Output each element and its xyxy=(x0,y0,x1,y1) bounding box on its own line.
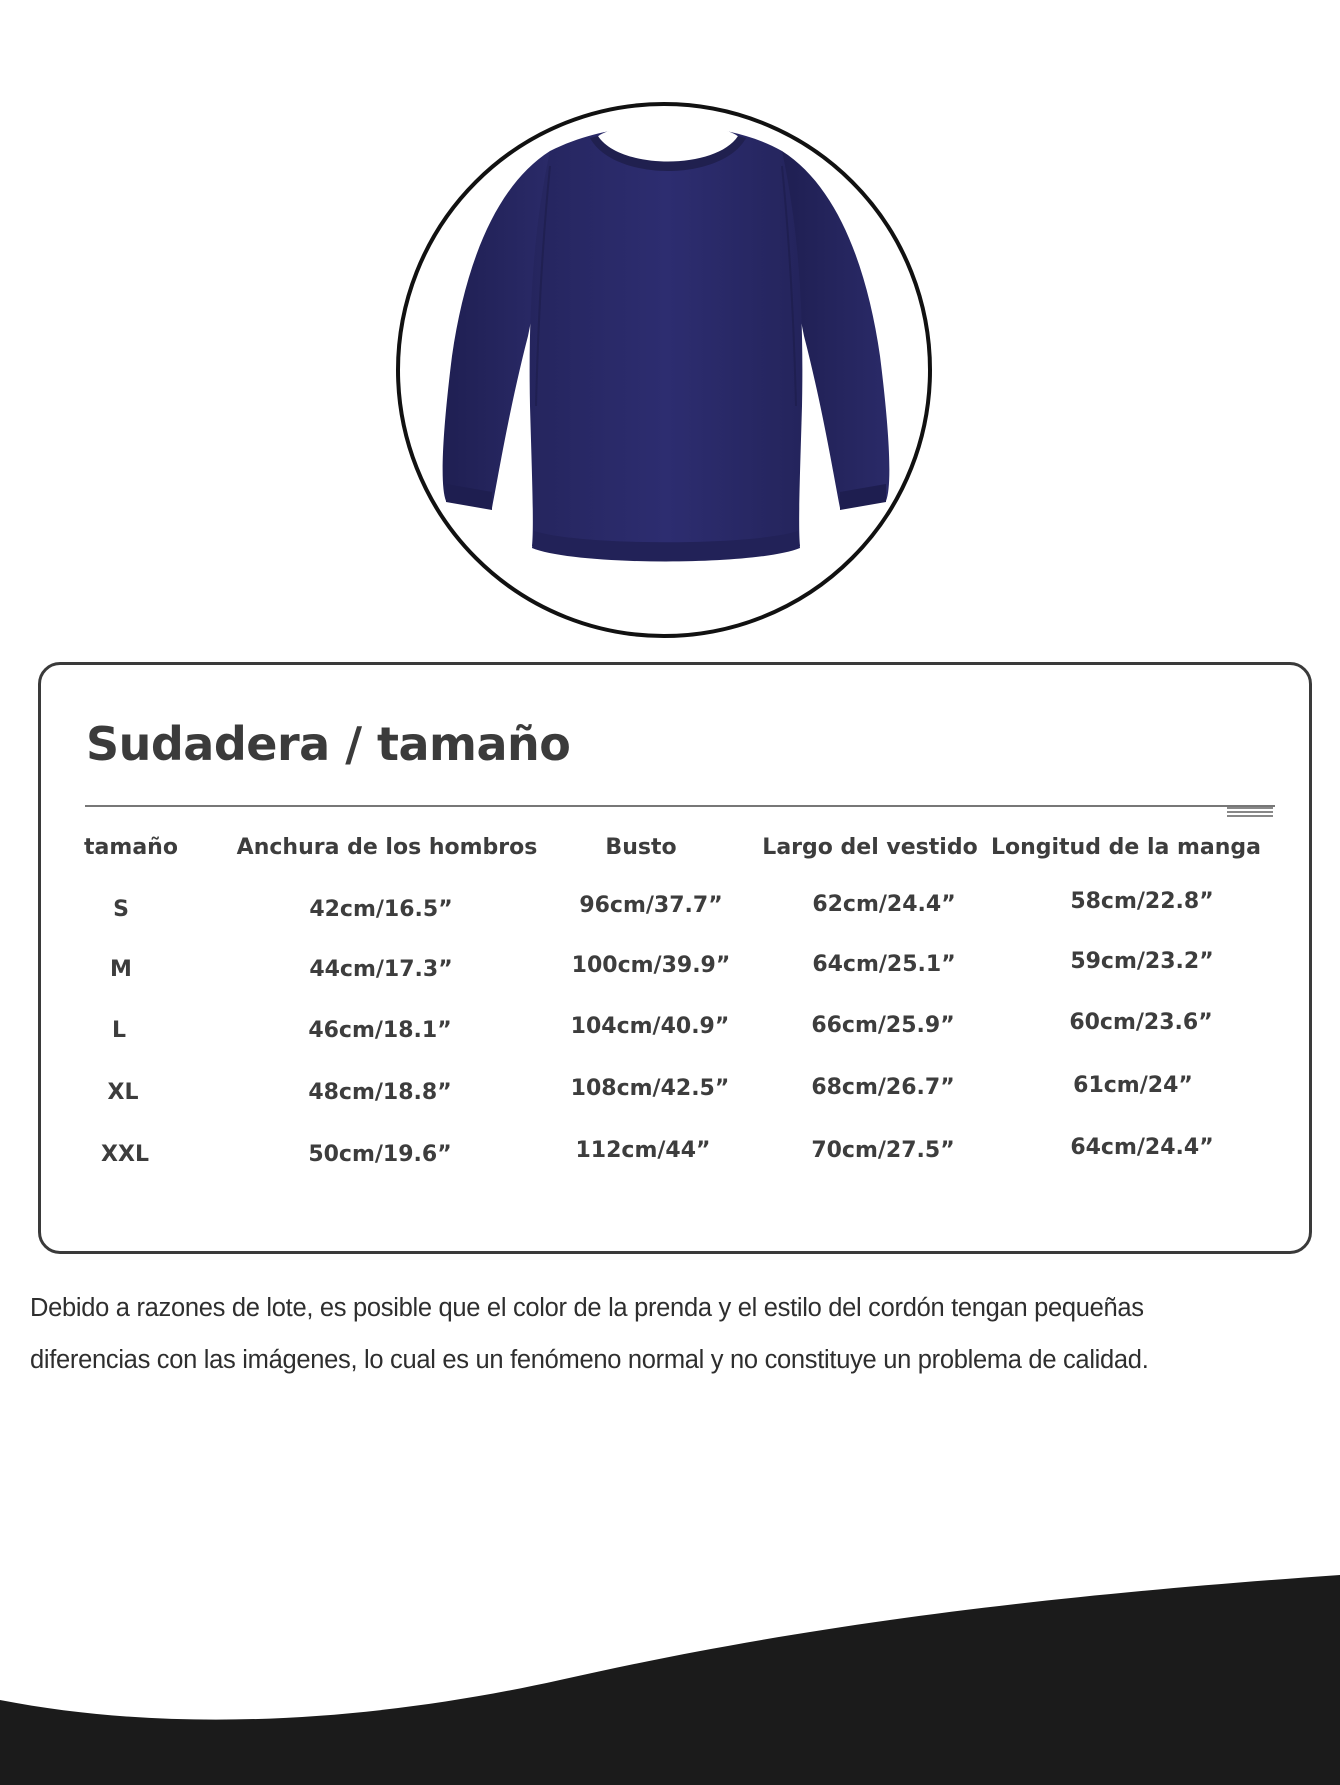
table-cell-sleeve: 60cm/23.6” xyxy=(1069,1010,1213,1035)
table-cell-size: XXL xyxy=(101,1142,149,1167)
column-header-sleeve-length: Longitud de la manga xyxy=(990,835,1262,860)
table-cell-sleeve: 61cm/24” xyxy=(1073,1073,1193,1098)
table-cell-size: M xyxy=(110,957,132,982)
column-header-shoulder-width: Anchura de los hombros xyxy=(236,835,538,860)
table-cell-length: 68cm/26.7” xyxy=(811,1075,955,1100)
sweatshirt-illustration xyxy=(400,106,932,638)
size-chart-title: Sudadera / tamaño xyxy=(86,717,571,771)
column-header-bust: Busto xyxy=(605,835,677,860)
size-chart-card xyxy=(38,662,1312,1254)
product-image xyxy=(396,102,932,638)
disclaimer-line: Debido a razones de lote, es posible que el color de la prenda y el estilo del cordón tengan pequeñas xyxy=(30,1294,1144,1322)
table-cell-bust: 100cm/39.9” xyxy=(571,953,731,978)
table-cell-length: 66cm/25.9” xyxy=(811,1013,955,1038)
table-cell-bust: 112cm/44” xyxy=(575,1138,711,1163)
table-cell-bust: 96cm/37.7” xyxy=(579,893,723,918)
bottom-wave-decoration xyxy=(0,1560,1340,1785)
table-cell-shoulder: 50cm/19.6” xyxy=(308,1142,452,1167)
size-table xyxy=(41,835,1315,1215)
divider-decoration xyxy=(1227,807,1273,817)
table-cell-size: L xyxy=(111,1018,127,1043)
table-cell-shoulder: 46cm/18.1” xyxy=(308,1018,452,1043)
column-header-size: tamaño xyxy=(84,835,178,860)
table-cell-shoulder: 44cm/17.3” xyxy=(309,957,453,982)
table-cell-shoulder: 42cm/16.5” xyxy=(309,897,453,922)
table-cell-length: 70cm/27.5” xyxy=(811,1138,955,1163)
table-cell-bust: 108cm/42.5” xyxy=(570,1076,730,1101)
table-cell-shoulder: 48cm/18.8” xyxy=(308,1080,452,1105)
table-cell-size: XL xyxy=(107,1080,139,1105)
table-cell-bust: 104cm/40.9” xyxy=(570,1014,730,1039)
table-cell-sleeve: 58cm/22.8” xyxy=(1070,889,1214,914)
disclaimer-note xyxy=(30,1282,1330,1386)
table-cell-sleeve: 59cm/23.2” xyxy=(1070,949,1214,974)
table-cell-length: 64cm/25.1” xyxy=(812,952,956,977)
table-cell-size: S xyxy=(113,897,129,922)
column-header-length: Largo del vestido xyxy=(762,835,978,860)
title-divider xyxy=(85,805,1275,807)
table-cell-sleeve: 64cm/24.4” xyxy=(1070,1135,1214,1160)
table-cell-length: 62cm/24.4” xyxy=(812,892,956,917)
disclaimer-line: diferencias con las imágenes, lo cual es un fenómeno normal y no constituye un problema de calidad. xyxy=(30,1346,1149,1374)
